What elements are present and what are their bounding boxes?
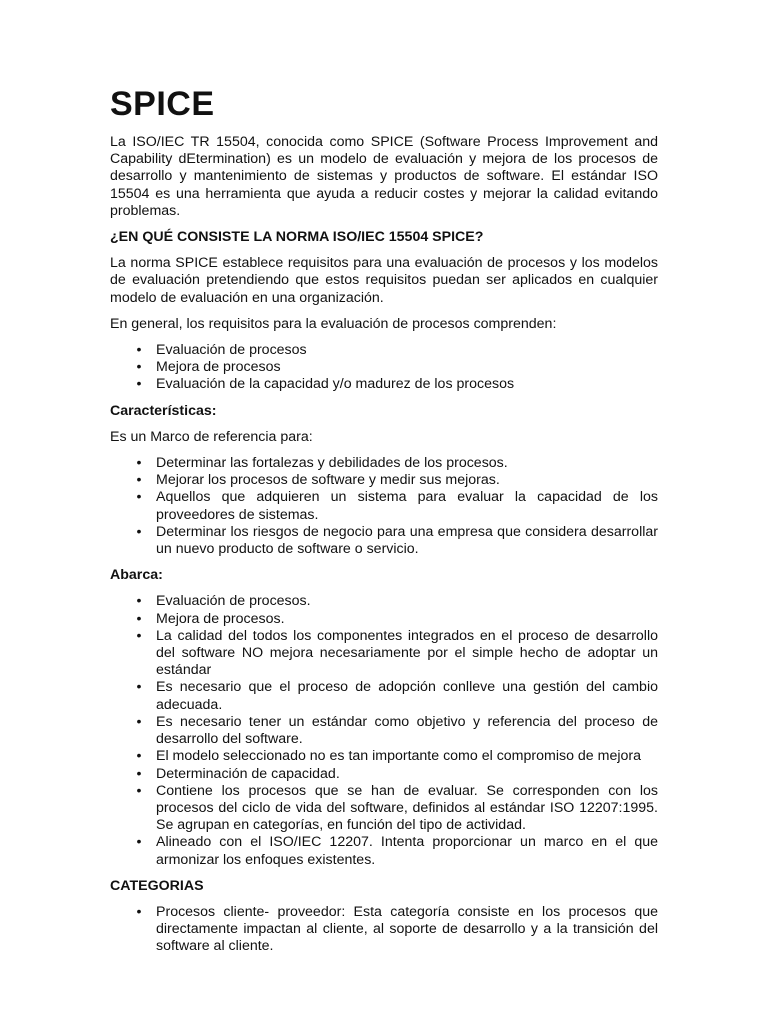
list-item: • Determinar las fortalezas y debilidades de los procesos. (110, 455, 658, 472)
intro-paragraph: La ISO/IEC TR 15504, conocida como SPICE (Software Process Improvement and Capability dEtermination) es un modelo de evaluación y mejora de los procesos de desarrollo y mantenimiento de sistemas y productos de software. El estándar ISO 15504 es una herramienta que ayuda a reducir costes y mejorar la calidad evitando problemas. (110, 134, 658, 219)
list-item: • Alineado con el ISO/IEC 12207. Intenta proporcionar un marco en el que armonizar los enfoques existentes. (110, 834, 658, 868)
list-item: • La calidad del todos los componentes integrados en el proceso de desarrollo del software NO mejora necesariamente por el simple hecho de adoptar un estándar (110, 628, 658, 680)
document-title: SPICE (110, 85, 215, 123)
bullet-icon: • (136, 627, 142, 644)
section-heading-norma: ¿EN QUÉ CONSISTE LA NORMA ISO/IEC 15504 SPICE? (110, 229, 484, 246)
bullet-icon: • (136, 834, 142, 851)
bullet-icon: • (136, 593, 142, 610)
list-item: • Evaluación de procesos. (110, 593, 658, 610)
bullet-icon: • (136, 489, 142, 506)
abarca-list (110, 593, 658, 868)
bullet-icon: • (136, 342, 142, 359)
bullet-icon: • (136, 523, 142, 540)
bullet-icon: • (136, 782, 142, 799)
list-item: • Mejora de procesos. (110, 611, 658, 628)
bullet-icon: • (136, 748, 142, 765)
requisitos-paragraph: En general, los requisitos para la evaluación de procesos comprenden: (110, 315, 557, 332)
list-item: • Es necesario tener un estándar como objetivo y referencia del proceso de desarrollo del software. (110, 714, 658, 748)
caracteristicas-paragraph: Es un Marco de referencia para: (110, 428, 313, 445)
caracteristicas-list (110, 455, 658, 558)
bullet-icon: • (136, 713, 142, 730)
list-item: • Determinar los riesgos de negocio para una empresa que considera desarrollar un nuevo producto de software o servicio. (110, 524, 658, 558)
bullet-icon: • (136, 472, 142, 489)
categorias-list (110, 904, 658, 956)
list-item: • Aquellos que adquieren un sistema para evaluar la capacidad de los proveedores de sistemas. (110, 489, 658, 523)
list-item: • Es necesario que el proceso de adopción conlleve una gestión del cambio adecuada. (110, 679, 658, 713)
bullet-icon: • (136, 765, 142, 782)
list-item: • Mejora de procesos (110, 359, 658, 376)
bullet-icon: • (136, 455, 142, 472)
bullet-icon: • (136, 903, 142, 920)
bullet-icon: • (136, 359, 142, 376)
section-heading-abarca: Abarca: (110, 567, 163, 584)
norma-paragraph: La norma SPICE establece requisitos para una evaluación de procesos y los modelos de evaluación pretendiendo que estos requisitos puedan ser aplicados en cualquier modelo de evaluación en una organización. (110, 255, 658, 306)
section-heading-caracteristicas: Características: (110, 402, 217, 419)
list-item: • Procesos cliente- proveedor: Esta categoría consiste en los procesos que directamente impactan al cliente, al soporte de desarrollo y a la transición del software al cliente. (110, 904, 658, 956)
bullet-icon: • (136, 610, 142, 627)
list-item: • El modelo seleccionado no es tan importante como el compromiso de mejora (110, 748, 658, 765)
requisitos-list (110, 342, 658, 394)
bullet-icon: • (136, 679, 142, 696)
list-item: • Contiene los procesos que se han de evaluar. Se corresponden con los procesos del ciclo de vida del software, definidos al estándar ISO 12207:1995. Se agrupan en categorías, en función del tipo de actividad. (110, 783, 658, 835)
list-item: • Determinación de capacidad. (110, 766, 658, 783)
list-item: • Evaluación de procesos (110, 342, 658, 359)
list-item: • Mejorar los procesos de software y medir sus mejoras. (110, 472, 658, 489)
section-heading-categorias: CATEGORIAS (110, 877, 204, 894)
bullet-icon: • (136, 376, 142, 393)
list-item: • Evaluación de la capacidad y/o madurez de los procesos (110, 376, 658, 393)
